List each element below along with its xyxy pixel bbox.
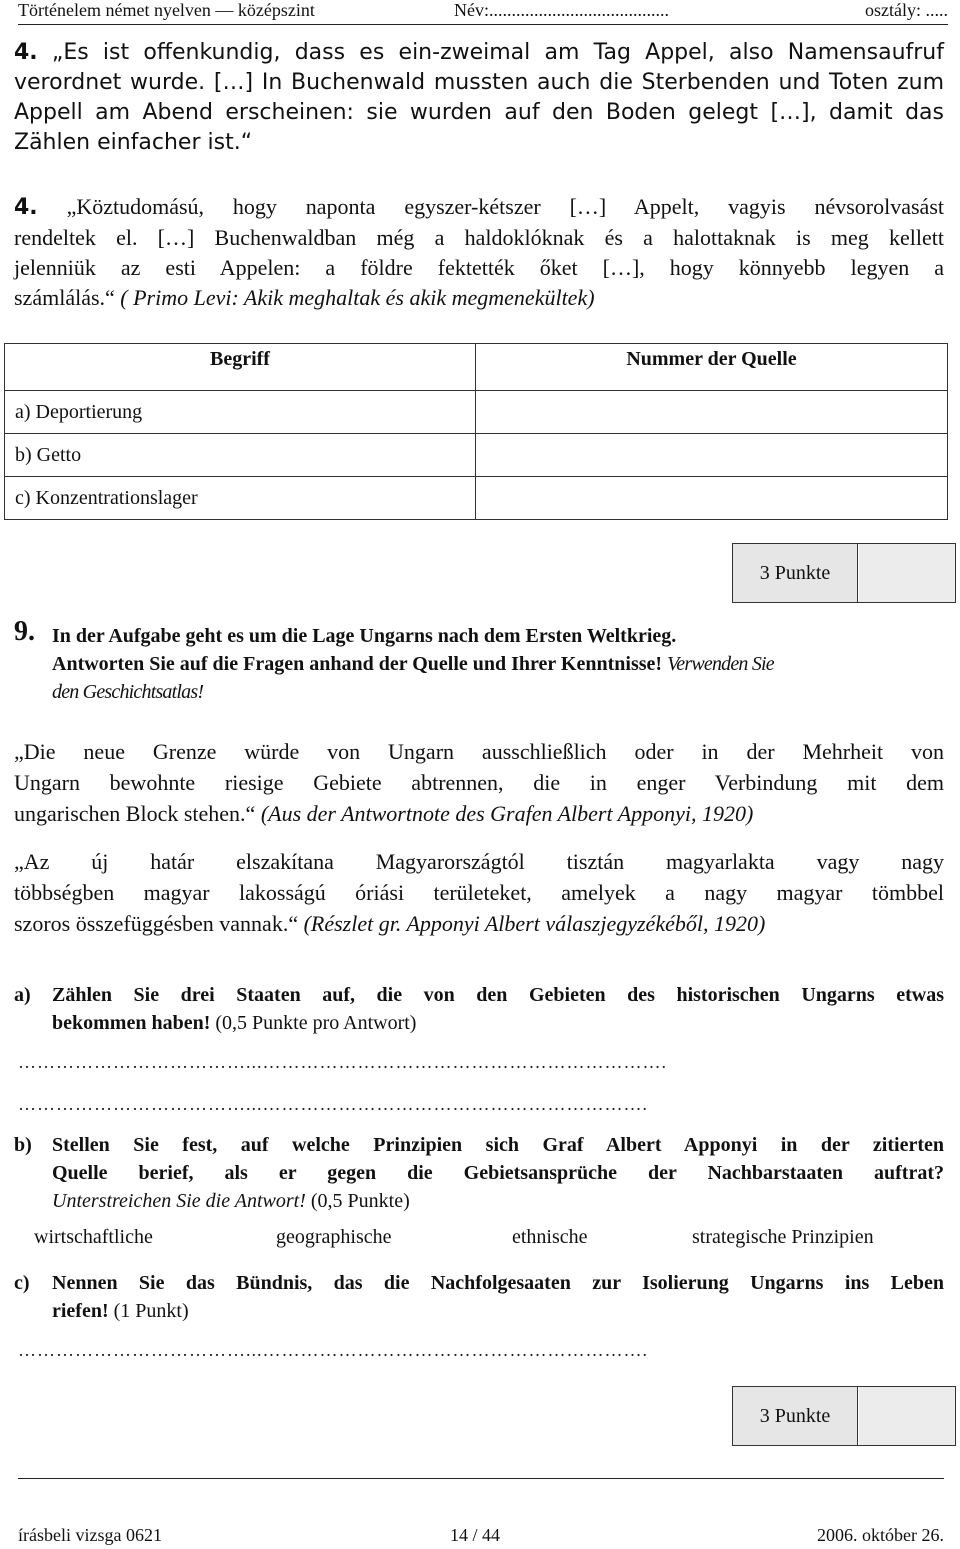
answer-line[interactable]: ………………………………...………………………………………………………. bbox=[18, 1052, 667, 1072]
qa-line: Zählen Sie drei Staaten auf, die von den Gebieten des historischen Ungarns etwas bbox=[52, 984, 944, 1006]
answer-cell[interactable] bbox=[476, 477, 948, 520]
option-ethnische[interactable]: ethnische bbox=[512, 1226, 588, 1248]
score-label: 3 Punkte bbox=[733, 544, 858, 602]
qa-label: a) bbox=[14, 984, 31, 1006]
source-de-line: „Die neue Grenze würde von Ungarn ausschließlich oder in der Mehrheit von bbox=[14, 739, 944, 764]
source-hu-citation: (Részlet gr. Apponyi Albert válaszjegyzékéből, 1920) bbox=[303, 911, 766, 936]
qc-line: riefen! bbox=[52, 1300, 109, 1322]
answer-line[interactable]: ………………………………...……………………………………………………. bbox=[18, 1094, 648, 1114]
q4-hu-citation: ( Primo Levi: Akik meghaltak és akik megmenekültek) bbox=[120, 285, 595, 310]
header-name-field: Név:........................................ bbox=[454, 0, 669, 20]
qb-question bbox=[52, 1131, 944, 1215]
q9-line: In der Aufgabe geht es um die Lage Ungarns nach dem Ersten Weltkrieg. bbox=[52, 625, 677, 647]
answer-cell[interactable] bbox=[476, 391, 948, 434]
q9-instructions bbox=[52, 622, 952, 706]
source-de-line: Ungarn bewohnte riesige Gebiete abtrennen, die in enger Verbindung mit dem bbox=[14, 770, 944, 795]
table-row bbox=[5, 391, 948, 434]
footer-page-number: 14 / 44 bbox=[450, 1525, 501, 1545]
q9-number: 9. bbox=[14, 616, 35, 647]
col-header-begriff: Begriff bbox=[5, 344, 476, 391]
qa-question bbox=[52, 981, 944, 1037]
page-footer bbox=[18, 1478, 944, 1549]
score-box bbox=[732, 1386, 956, 1446]
qb-label: b) bbox=[14, 1134, 32, 1156]
qa-points: (0,5 Punkte pro Antwort) bbox=[215, 1012, 417, 1034]
source-hu-line: „Az új határ elszakítana Magyarországtól tisztán magyarlakta vagy nagy bbox=[14, 849, 944, 874]
qc-question bbox=[52, 1269, 944, 1325]
q4-hu-line: jelenniük az esti Appelen: a földre fektették őket […], hogy könnyebb legyen a bbox=[14, 255, 944, 280]
option-wirtschaftliche[interactable]: wirtschaftliche bbox=[34, 1226, 153, 1248]
q9-atlas-hint: Verwenden Sie bbox=[667, 653, 774, 675]
begriff-label: a) Deportierung bbox=[5, 391, 476, 434]
score-entry-box[interactable] bbox=[859, 544, 955, 602]
score-entry-box[interactable] bbox=[859, 1387, 955, 1445]
begriff-table bbox=[4, 343, 948, 520]
answer-line[interactable]: ………………………………...……………………………………………………. bbox=[18, 1340, 648, 1360]
q4-number: 4. bbox=[14, 40, 38, 65]
qc-label: c) bbox=[14, 1272, 30, 1294]
q4-de-line: Zählen einfacher ist.“ bbox=[14, 130, 253, 155]
qb-line: Stellen Sie fest, auf welche Prinzipien sich Graf Albert Apponyi in der zitierten bbox=[52, 1134, 944, 1156]
q4-hu-line: „Köztudomású, hogy naponta egyszer-kétszer […] Appelt, vagyis névsorolvasást bbox=[66, 194, 944, 219]
q4-de-line: Appell am Abend erscheinen: sie wurden auf den Boden gelegt […], damit das bbox=[14, 100, 944, 125]
q9-atlas-hint-cont: den Geschichtsatlas! bbox=[52, 681, 204, 703]
answer-cell[interactable] bbox=[476, 434, 948, 477]
page-header bbox=[18, 0, 948, 25]
table-row bbox=[5, 477, 948, 520]
qb-line: Quelle berief, als er gegen die Gebietsansprüche der Nachbarstaaten auftrat? bbox=[52, 1162, 944, 1184]
footer-exam: írásbeli vizsga 0621 bbox=[18, 1525, 162, 1545]
q4-hu-number: 4. bbox=[14, 195, 38, 220]
option-geographische[interactable]: geographische bbox=[276, 1226, 392, 1248]
header-class-field: osztály: ..... bbox=[865, 0, 948, 20]
begriff-label: c) Konzentrationslager bbox=[5, 477, 476, 520]
qc-line: Nennen Sie das Bündnis, das die Nachfolgesaaten zur Isolierung Ungarns ins Leben bbox=[52, 1272, 944, 1294]
source-german bbox=[14, 736, 944, 829]
score-box bbox=[732, 543, 956, 603]
q4-de-line: „Es ist offenkundig, dass es ein-zweimal am Tag Appel, also Namensaufruf bbox=[51, 40, 944, 65]
begriff-label: b) Getto bbox=[5, 434, 476, 477]
qa-line: bekommen haben! bbox=[52, 1012, 211, 1034]
q4-de-line: verordnet wurde. […] In Buchenwald mussten auch die Sterbenden und Toten zum bbox=[14, 70, 944, 95]
col-header-quelle: Nummer der Quelle bbox=[476, 344, 948, 391]
q4-german-quote bbox=[14, 38, 944, 158]
source-hu-line: szoros összefüggésben vannak.“ bbox=[14, 911, 299, 936]
table-row bbox=[5, 434, 948, 477]
qb-points: (0,5 Punkte) bbox=[310, 1190, 410, 1212]
source-hungarian bbox=[14, 846, 944, 939]
q9-line: Antworten Sie auf die Fragen anhand der Quelle und Ihrer Kenntnisse! bbox=[52, 653, 663, 675]
source-de-line: ungarischen Block stehen.“ bbox=[14, 801, 256, 826]
qb-instruction: Unterstreichen Sie die Antwort! bbox=[52, 1190, 306, 1212]
qc-points: (1 Punkt) bbox=[113, 1300, 189, 1322]
q4-hu-line: számlálás.“ bbox=[14, 285, 115, 310]
q4-hu-line: rendeltek el. […] Buchenwaldban még a haldoklóknak és a halottaknak is meg kellett bbox=[14, 225, 944, 250]
footer-date: 2006. október 26. bbox=[817, 1525, 944, 1545]
score-label: 3 Punkte bbox=[733, 1387, 858, 1445]
header-subject: Történelem német nyelven — középszint bbox=[18, 0, 315, 20]
q4-hungarian-quote bbox=[14, 192, 944, 313]
source-hu-line: többségben magyar lakosságú óriási területeket, amelyek a nagy magyar tömbbel bbox=[14, 880, 944, 905]
option-strategische[interactable]: strategische Prinzipien bbox=[692, 1226, 874, 1248]
source-de-citation: (Aus der Antwortnote des Grafen Albert Apponyi, 1920) bbox=[260, 801, 754, 826]
